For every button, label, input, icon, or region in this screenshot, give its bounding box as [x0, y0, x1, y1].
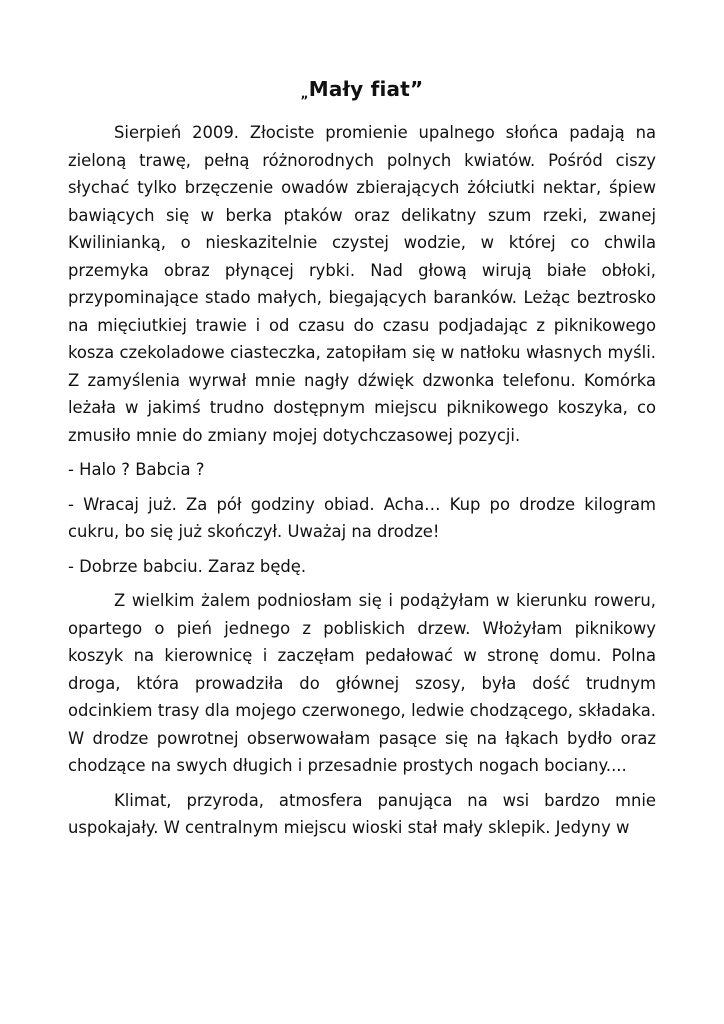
title-open-quote: „	[300, 87, 309, 101]
dialogue-line-3: - Dobrze babciu. Zaraz będę.	[68, 556, 307, 576]
dialogue-line-1: - Halo ? Babcia ?	[68, 460, 205, 479]
paragraph-ride-home: Z wielkim żalem podniosłam się i podążyłam w kierunku roweru, opartego o pień jednego z pobliskich drzew. Włożyłam piknikowy koszyk na kierownicę i zaczęłam pedałować w stronę domu. Polna droga, która prowadziła do głównej szosy, była dość trudnym odcinkiem trasy dla mojego czerwonego, ledwie chodzącego, składaka. W drodze powrotnej obserwowałam pasące się na łąkach bydło oraz chodzące na swych długich i przesadnie prostych nogach bociany....	[68, 591, 656, 775]
paragraph-village: Klimat, przyroda, atmosfera panująca na wsi bardzo mnie uspokajały. W centralnym miejscu wioski stał mały sklepik. Jedyny w	[68, 790, 656, 837]
paragraph-intro: Sierpień 2009. Złociste promienie upalnego słońca padają na zieloną trawę, pełną różnorodnych polnych kwiatów. Pośród ciszy słychać tylko brzęczenie owadów zbierających żółciutki nektar, śpiew bawiących się w berka ptaków oraz delikatny szum rzeki, zwanej Kwilinianką, o nieskazitelnie czystej wodzie, w której co chwila przemyka obraz płynącej rybki. Nad głową wirują białe obłoki, przypominające stado małych, biegających baranków. Leżąc beztrosko na mięciutkiej trawie i od czasu do czasu podjadając z piknikowego kosza czekoladowe ciasteczka, zatopiłam się w natłoku własnych myśli. Z zamyślenia wyrwał mnie nagły dźwięk dzwonka telefonu. Komórka leżała w jakimś trudno dostępnym miejscu piknikowego koszyka, co zmusiło mnie do zmiany mojej dotychczasowej pozycji.	[68, 123, 656, 445]
dialogue-line-2: - Wracaj już. Za pół godziny obiad. Acha… Kup po drodze kilogram cukru, bo się już skończył. Uważaj na drodze!	[68, 494, 656, 541]
document-page	[68, 76, 656, 842]
document-title	[68, 76, 656, 107]
title-text: Mały fiat”	[308, 77, 424, 101]
